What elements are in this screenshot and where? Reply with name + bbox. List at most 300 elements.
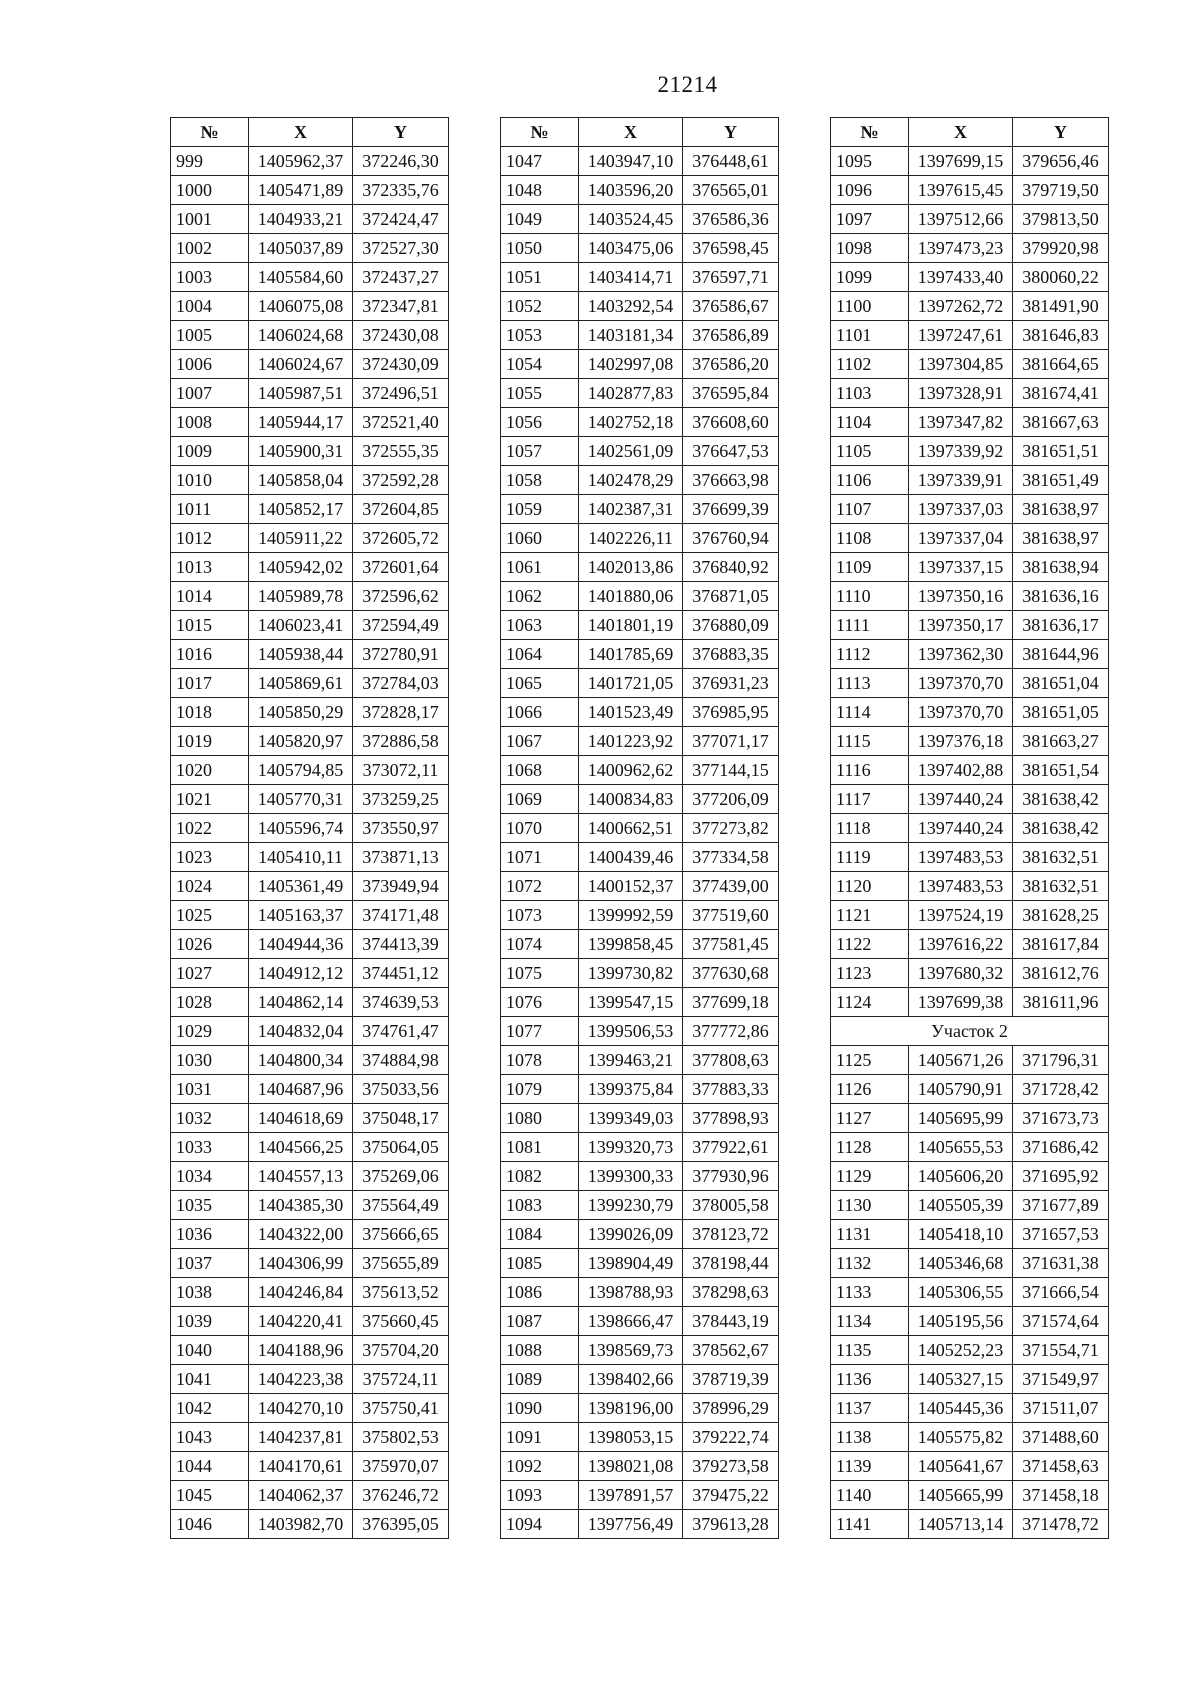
section-row: [831, 1017, 1109, 1046]
x-coordinate-cell: 1397376,18: [909, 727, 1013, 756]
point-number-cell: 1098: [831, 234, 909, 263]
y-coordinate-cell: 373871,13: [353, 843, 449, 872]
table-row: [171, 437, 449, 466]
table-row: [501, 408, 779, 437]
point-number-cell: 1139: [831, 1452, 909, 1481]
point-number-cell: 1137: [831, 1394, 909, 1423]
x-coordinate-cell: 1404385,30: [249, 1191, 353, 1220]
table-row: [501, 553, 779, 582]
x-coordinate-cell: 1399730,82: [579, 959, 683, 988]
table-row: [831, 147, 1109, 176]
point-number-cell: 1043: [171, 1423, 249, 1452]
point-number-cell: 1102: [831, 350, 909, 379]
y-coordinate-cell: 381638,97: [1013, 524, 1109, 553]
x-coordinate-cell: 1404557,13: [249, 1162, 353, 1191]
table-row: [171, 234, 449, 263]
y-coordinate-cell: 372784,03: [353, 669, 449, 698]
y-coordinate-cell: 372496,51: [353, 379, 449, 408]
y-coordinate-cell: 375564,49: [353, 1191, 449, 1220]
x-coordinate-cell: 1397347,82: [909, 408, 1013, 437]
y-coordinate-cell: 377581,45: [683, 930, 779, 959]
point-number-cell: 1032: [171, 1104, 249, 1133]
table-row: [501, 1336, 779, 1365]
point-number-cell: 1017: [171, 669, 249, 698]
y-coordinate-cell: 375802,53: [353, 1423, 449, 1452]
y-coordinate-cell: 381617,84: [1013, 930, 1109, 959]
x-coordinate-cell: 1405987,51: [249, 379, 353, 408]
table-row: [501, 959, 779, 988]
y-coordinate-cell: 378562,67: [683, 1336, 779, 1365]
y-coordinate-cell: 374171,48: [353, 901, 449, 930]
table-row: [501, 872, 779, 901]
table-row: [171, 350, 449, 379]
table-row: [831, 611, 1109, 640]
table-row: [171, 1133, 449, 1162]
table-row: [501, 843, 779, 872]
table-row: [831, 263, 1109, 292]
x-coordinate-cell: 1403947,10: [579, 147, 683, 176]
y-coordinate-cell: 371677,89: [1013, 1191, 1109, 1220]
table-row: [171, 727, 449, 756]
table-row: [831, 524, 1109, 553]
table-row: [501, 930, 779, 959]
table-row: [831, 843, 1109, 872]
point-number-cell: 1074: [501, 930, 579, 959]
y-coordinate-cell: 381636,16: [1013, 582, 1109, 611]
table-row: [171, 1104, 449, 1133]
point-number-cell: 1141: [831, 1510, 909, 1539]
point-number-cell: 1014: [171, 582, 249, 611]
table-row: [171, 495, 449, 524]
y-coordinate-cell: 381612,76: [1013, 959, 1109, 988]
table-row: [171, 1423, 449, 1452]
point-number-cell: 1007: [171, 379, 249, 408]
y-coordinate-cell: 371728,42: [1013, 1075, 1109, 1104]
table-row: [171, 1162, 449, 1191]
table-row: [501, 437, 779, 466]
y-coordinate-cell: 377772,86: [683, 1017, 779, 1046]
x-coordinate-cell: 1401223,92: [579, 727, 683, 756]
y-coordinate-cell: 375660,45: [353, 1307, 449, 1336]
point-number-cell: 1105: [831, 437, 909, 466]
y-coordinate-cell: 377808,63: [683, 1046, 779, 1075]
point-number-cell: 1064: [501, 640, 579, 669]
table-row: [171, 1017, 449, 1046]
point-number-cell: 1055: [501, 379, 579, 408]
table-row: [831, 205, 1109, 234]
point-number-cell: 1135: [831, 1336, 909, 1365]
x-coordinate-cell: 1405361,49: [249, 872, 353, 901]
x-coordinate-cell: 1397473,23: [909, 234, 1013, 263]
y-coordinate-cell: 371666,54: [1013, 1278, 1109, 1307]
point-number-cell: 1047: [501, 147, 579, 176]
point-number-cell: 1134: [831, 1307, 909, 1336]
table-row: [171, 669, 449, 698]
point-number-cell: 1056: [501, 408, 579, 437]
y-coordinate-cell: 373072,11: [353, 756, 449, 785]
table-row: [171, 1278, 449, 1307]
x-coordinate-cell: 1397350,17: [909, 611, 1013, 640]
y-coordinate-cell: 371554,71: [1013, 1336, 1109, 1365]
y-coordinate-cell: 381651,04: [1013, 669, 1109, 698]
point-number-cell: 1033: [171, 1133, 249, 1162]
point-number-cell: 1101: [831, 321, 909, 350]
y-coordinate-cell: 371488,60: [1013, 1423, 1109, 1452]
y-coordinate-cell: 380060,22: [1013, 263, 1109, 292]
x-coordinate-cell: 1405505,39: [909, 1191, 1013, 1220]
x-coordinate-cell: 1402877,83: [579, 379, 683, 408]
y-coordinate-cell: 377922,61: [683, 1133, 779, 1162]
point-number-cell: 1015: [171, 611, 249, 640]
table-row: [831, 1162, 1109, 1191]
table-row: [831, 292, 1109, 321]
y-coordinate-cell: 371686,42: [1013, 1133, 1109, 1162]
table-row: [501, 669, 779, 698]
y-coordinate-cell: 375970,07: [353, 1452, 449, 1481]
table-row: [831, 901, 1109, 930]
y-coordinate-cell: 375048,17: [353, 1104, 449, 1133]
x-coordinate-cell: 1397756,49: [579, 1510, 683, 1539]
point-number-cell: 1114: [831, 698, 909, 727]
x-coordinate-cell: 1399300,33: [579, 1162, 683, 1191]
point-number-cell: 1111: [831, 611, 909, 640]
x-coordinate-cell: 1397483,53: [909, 872, 1013, 901]
y-coordinate-cell: 381628,25: [1013, 901, 1109, 930]
table-header-row: [831, 118, 1109, 147]
table-row: [831, 321, 1109, 350]
x-coordinate-cell: 1403475,06: [579, 234, 683, 263]
point-number-cell: 1034: [171, 1162, 249, 1191]
table-row: [501, 292, 779, 321]
x-coordinate-cell: 1401721,05: [579, 669, 683, 698]
x-coordinate-cell: 1405695,99: [909, 1104, 1013, 1133]
point-number-cell: 1023: [171, 843, 249, 872]
y-coordinate-cell: 372886,58: [353, 727, 449, 756]
table-row: [831, 1452, 1109, 1481]
header-number: №: [171, 118, 249, 147]
x-coordinate-cell: 1397402,88: [909, 756, 1013, 785]
table-row: [171, 321, 449, 350]
y-coordinate-cell: 372780,91: [353, 640, 449, 669]
point-number-cell: 1031: [171, 1075, 249, 1104]
x-coordinate-cell: 1397262,72: [909, 292, 1013, 321]
x-coordinate-cell: 1402387,31: [579, 495, 683, 524]
table-row: [501, 524, 779, 553]
table-row: [831, 379, 1109, 408]
x-coordinate-cell: 1404223,38: [249, 1365, 353, 1394]
x-coordinate-cell: 1397370,70: [909, 669, 1013, 698]
y-coordinate-cell: 375269,06: [353, 1162, 449, 1191]
table-row: [831, 350, 1109, 379]
y-coordinate-cell: 371458,63: [1013, 1452, 1109, 1481]
table-row: [831, 669, 1109, 698]
y-coordinate-cell: 371549,97: [1013, 1365, 1109, 1394]
header-number: №: [501, 118, 579, 147]
point-number-cell: 1120: [831, 872, 909, 901]
x-coordinate-cell: 1404862,14: [249, 988, 353, 1017]
point-number-cell: 1011: [171, 495, 249, 524]
table-row: [501, 640, 779, 669]
y-coordinate-cell: 376647,53: [683, 437, 779, 466]
point-number-cell: 1132: [831, 1249, 909, 1278]
y-coordinate-cell: 379656,46: [1013, 147, 1109, 176]
table-row: [501, 1133, 779, 1162]
y-coordinate-cell: 381632,51: [1013, 872, 1109, 901]
table-row: [501, 321, 779, 350]
point-number-cell: 1084: [501, 1220, 579, 1249]
y-coordinate-cell: 379475,22: [683, 1481, 779, 1510]
x-coordinate-cell: 1404944,36: [249, 930, 353, 959]
point-number-cell: 1118: [831, 814, 909, 843]
x-coordinate-cell: 1406024,68: [249, 321, 353, 350]
header-y: Y: [353, 118, 449, 147]
point-number-cell: 1099: [831, 263, 909, 292]
point-number-cell: 1138: [831, 1423, 909, 1452]
table-row: [831, 1423, 1109, 1452]
point-number-cell: 1029: [171, 1017, 249, 1046]
x-coordinate-cell: 1402013,86: [579, 553, 683, 582]
y-coordinate-cell: 372828,17: [353, 698, 449, 727]
point-number-cell: 1071: [501, 843, 579, 872]
table-row: [831, 495, 1109, 524]
x-coordinate-cell: 1400662,51: [579, 814, 683, 843]
table-row: [831, 1510, 1109, 1539]
y-coordinate-cell: 375033,56: [353, 1075, 449, 1104]
y-coordinate-cell: 374639,53: [353, 988, 449, 1017]
y-coordinate-cell: 372605,72: [353, 524, 449, 553]
y-coordinate-cell: 374761,47: [353, 1017, 449, 1046]
x-coordinate-cell: 1405471,89: [249, 176, 353, 205]
y-coordinate-cell: 376663,98: [683, 466, 779, 495]
x-coordinate-cell: 1404800,34: [249, 1046, 353, 1075]
y-coordinate-cell: 381664,65: [1013, 350, 1109, 379]
y-coordinate-cell: 376598,45: [683, 234, 779, 263]
point-number-cell: 1136: [831, 1365, 909, 1394]
x-coordinate-cell: 1406023,41: [249, 611, 353, 640]
y-coordinate-cell: 378123,72: [683, 1220, 779, 1249]
point-number-cell: 1063: [501, 611, 579, 640]
table-row: [831, 1104, 1109, 1133]
point-number-cell: 1027: [171, 959, 249, 988]
table-row: [171, 640, 449, 669]
point-number-cell: 1093: [501, 1481, 579, 1510]
point-number-cell: 1124: [831, 988, 909, 1017]
x-coordinate-cell: 1397440,24: [909, 785, 1013, 814]
x-coordinate-cell: 1404687,96: [249, 1075, 353, 1104]
table-row: [831, 1278, 1109, 1307]
point-number-cell: 1067: [501, 727, 579, 756]
y-coordinate-cell: 376565,01: [683, 176, 779, 205]
point-number-cell: 1073: [501, 901, 579, 930]
x-coordinate-cell: 1403181,34: [579, 321, 683, 350]
y-coordinate-cell: 379222,74: [683, 1423, 779, 1452]
table-row: [501, 234, 779, 263]
x-coordinate-cell: 1402561,09: [579, 437, 683, 466]
y-coordinate-cell: 381651,51: [1013, 437, 1109, 466]
x-coordinate-cell: 1397524,19: [909, 901, 1013, 930]
point-number-cell: 1070: [501, 814, 579, 843]
table-row: [171, 1075, 449, 1104]
point-number-cell: 1075: [501, 959, 579, 988]
point-number-cell: 1021: [171, 785, 249, 814]
point-number-cell: 1125: [831, 1046, 909, 1075]
table-row: [171, 1220, 449, 1249]
point-number-cell: 1041: [171, 1365, 249, 1394]
x-coordinate-cell: 1397699,38: [909, 988, 1013, 1017]
x-coordinate-cell: 1399506,53: [579, 1017, 683, 1046]
table-row: [171, 263, 449, 292]
x-coordinate-cell: 1405938,44: [249, 640, 353, 669]
x-coordinate-cell: 1405596,74: [249, 814, 353, 843]
point-number-cell: 1076: [501, 988, 579, 1017]
x-coordinate-cell: 1397483,53: [909, 843, 1013, 872]
y-coordinate-cell: 372424,47: [353, 205, 449, 234]
y-coordinate-cell: 375613,52: [353, 1278, 449, 1307]
point-number-cell: 1016: [171, 640, 249, 669]
y-coordinate-cell: 376760,94: [683, 524, 779, 553]
table-row: [501, 582, 779, 611]
point-number-cell: 1058: [501, 466, 579, 495]
x-coordinate-cell: 1398904,49: [579, 1249, 683, 1278]
x-coordinate-cell: 1403596,20: [579, 176, 683, 205]
table-row: [831, 1075, 1109, 1104]
table-row: [501, 1278, 779, 1307]
point-number-cell: 1115: [831, 727, 909, 756]
point-number-cell: 1042: [171, 1394, 249, 1423]
point-number-cell: 1046: [171, 1510, 249, 1539]
point-number-cell: 1026: [171, 930, 249, 959]
point-number-cell: 1006: [171, 350, 249, 379]
table-row: [501, 176, 779, 205]
y-coordinate-cell: 376883,35: [683, 640, 779, 669]
y-coordinate-cell: 372335,76: [353, 176, 449, 205]
point-number-cell: 1008: [171, 408, 249, 437]
point-number-cell: 1117: [831, 785, 909, 814]
x-coordinate-cell: 1405445,36: [909, 1394, 1013, 1423]
x-coordinate-cell: 1405252,23: [909, 1336, 1013, 1365]
point-number-cell: 1095: [831, 147, 909, 176]
x-coordinate-cell: 1398666,47: [579, 1307, 683, 1336]
y-coordinate-cell: 372604,85: [353, 495, 449, 524]
table-row: [501, 1162, 779, 1191]
table-row: [501, 988, 779, 1017]
y-coordinate-cell: 381638,94: [1013, 553, 1109, 582]
table-row: [831, 176, 1109, 205]
table-row: [501, 1452, 779, 1481]
y-coordinate-cell: 371478,72: [1013, 1510, 1109, 1539]
x-coordinate-cell: 1404220,41: [249, 1307, 353, 1336]
x-coordinate-cell: 1399992,59: [579, 901, 683, 930]
table-row: [501, 1220, 779, 1249]
x-coordinate-cell: 1405327,15: [909, 1365, 1013, 1394]
y-coordinate-cell: 381651,05: [1013, 698, 1109, 727]
y-coordinate-cell: 378996,29: [683, 1394, 779, 1423]
y-coordinate-cell: 381667,63: [1013, 408, 1109, 437]
table-row: [831, 1481, 1109, 1510]
x-coordinate-cell: 1405346,68: [909, 1249, 1013, 1278]
point-number-cell: 1108: [831, 524, 909, 553]
x-coordinate-cell: 1404832,04: [249, 1017, 353, 1046]
table-row: [831, 1220, 1109, 1249]
point-number-cell: 1018: [171, 698, 249, 727]
x-coordinate-cell: 1399230,79: [579, 1191, 683, 1220]
y-coordinate-cell: 372246,30: [353, 147, 449, 176]
y-coordinate-cell: 381674,41: [1013, 379, 1109, 408]
point-number-cell: 1022: [171, 814, 249, 843]
y-coordinate-cell: 376395,05: [353, 1510, 449, 1539]
table-row: [171, 524, 449, 553]
table-row: [501, 350, 779, 379]
x-coordinate-cell: 1404618,69: [249, 1104, 353, 1133]
table-row: [831, 756, 1109, 785]
y-coordinate-cell: 372430,09: [353, 350, 449, 379]
x-coordinate-cell: 1405911,22: [249, 524, 353, 553]
point-number-cell: 1020: [171, 756, 249, 785]
table-row: [501, 1510, 779, 1539]
y-coordinate-cell: 372430,08: [353, 321, 449, 350]
page-number: 21214: [657, 72, 718, 97]
y-coordinate-cell: 379719,50: [1013, 176, 1109, 205]
point-number-cell: 1094: [501, 1510, 579, 1539]
y-coordinate-cell: 381632,51: [1013, 843, 1109, 872]
x-coordinate-cell: 1397891,57: [579, 1481, 683, 1510]
table-row: [831, 698, 1109, 727]
y-coordinate-cell: 371796,31: [1013, 1046, 1109, 1075]
y-coordinate-cell: 379273,58: [683, 1452, 779, 1481]
table-row: [171, 988, 449, 1017]
y-coordinate-cell: 372437,27: [353, 263, 449, 292]
y-coordinate-cell: 376246,72: [353, 1481, 449, 1510]
y-coordinate-cell: 376931,23: [683, 669, 779, 698]
y-coordinate-cell: 381491,90: [1013, 292, 1109, 321]
x-coordinate-cell: 1405037,89: [249, 234, 353, 263]
y-coordinate-cell: 375666,65: [353, 1220, 449, 1249]
y-coordinate-cell: 376586,20: [683, 350, 779, 379]
x-coordinate-cell: 1405858,04: [249, 466, 353, 495]
point-number-cell: 1013: [171, 553, 249, 582]
table-row: [831, 988, 1109, 1017]
coordinate-table-3: [830, 117, 1109, 1539]
table-row: [171, 930, 449, 959]
point-number-cell: 1039: [171, 1307, 249, 1336]
table-row: [501, 1481, 779, 1510]
x-coordinate-cell: 1399320,73: [579, 1133, 683, 1162]
table-row: [501, 1307, 779, 1336]
y-coordinate-cell: 381646,83: [1013, 321, 1109, 350]
table-row: [171, 408, 449, 437]
point-number-cell: 1077: [501, 1017, 579, 1046]
table-row: [501, 205, 779, 234]
point-number-cell: 1030: [171, 1046, 249, 1075]
x-coordinate-cell: 1403292,54: [579, 292, 683, 321]
x-coordinate-cell: 1397699,15: [909, 147, 1013, 176]
y-coordinate-cell: 375655,89: [353, 1249, 449, 1278]
y-coordinate-cell: 374884,98: [353, 1046, 449, 1075]
table-row: [831, 785, 1109, 814]
point-number-cell: 1003: [171, 263, 249, 292]
table-row: [171, 466, 449, 495]
point-number-cell: 1078: [501, 1046, 579, 1075]
point-number-cell: 1119: [831, 843, 909, 872]
table-row: [831, 930, 1109, 959]
point-number-cell: 1065: [501, 669, 579, 698]
y-coordinate-cell: 376586,89: [683, 321, 779, 350]
y-coordinate-cell: 379920,98: [1013, 234, 1109, 263]
x-coordinate-cell: 1405794,85: [249, 756, 353, 785]
point-number-cell: 1129: [831, 1162, 909, 1191]
x-coordinate-cell: 1397339,92: [909, 437, 1013, 466]
x-coordinate-cell: 1405606,20: [909, 1162, 1013, 1191]
